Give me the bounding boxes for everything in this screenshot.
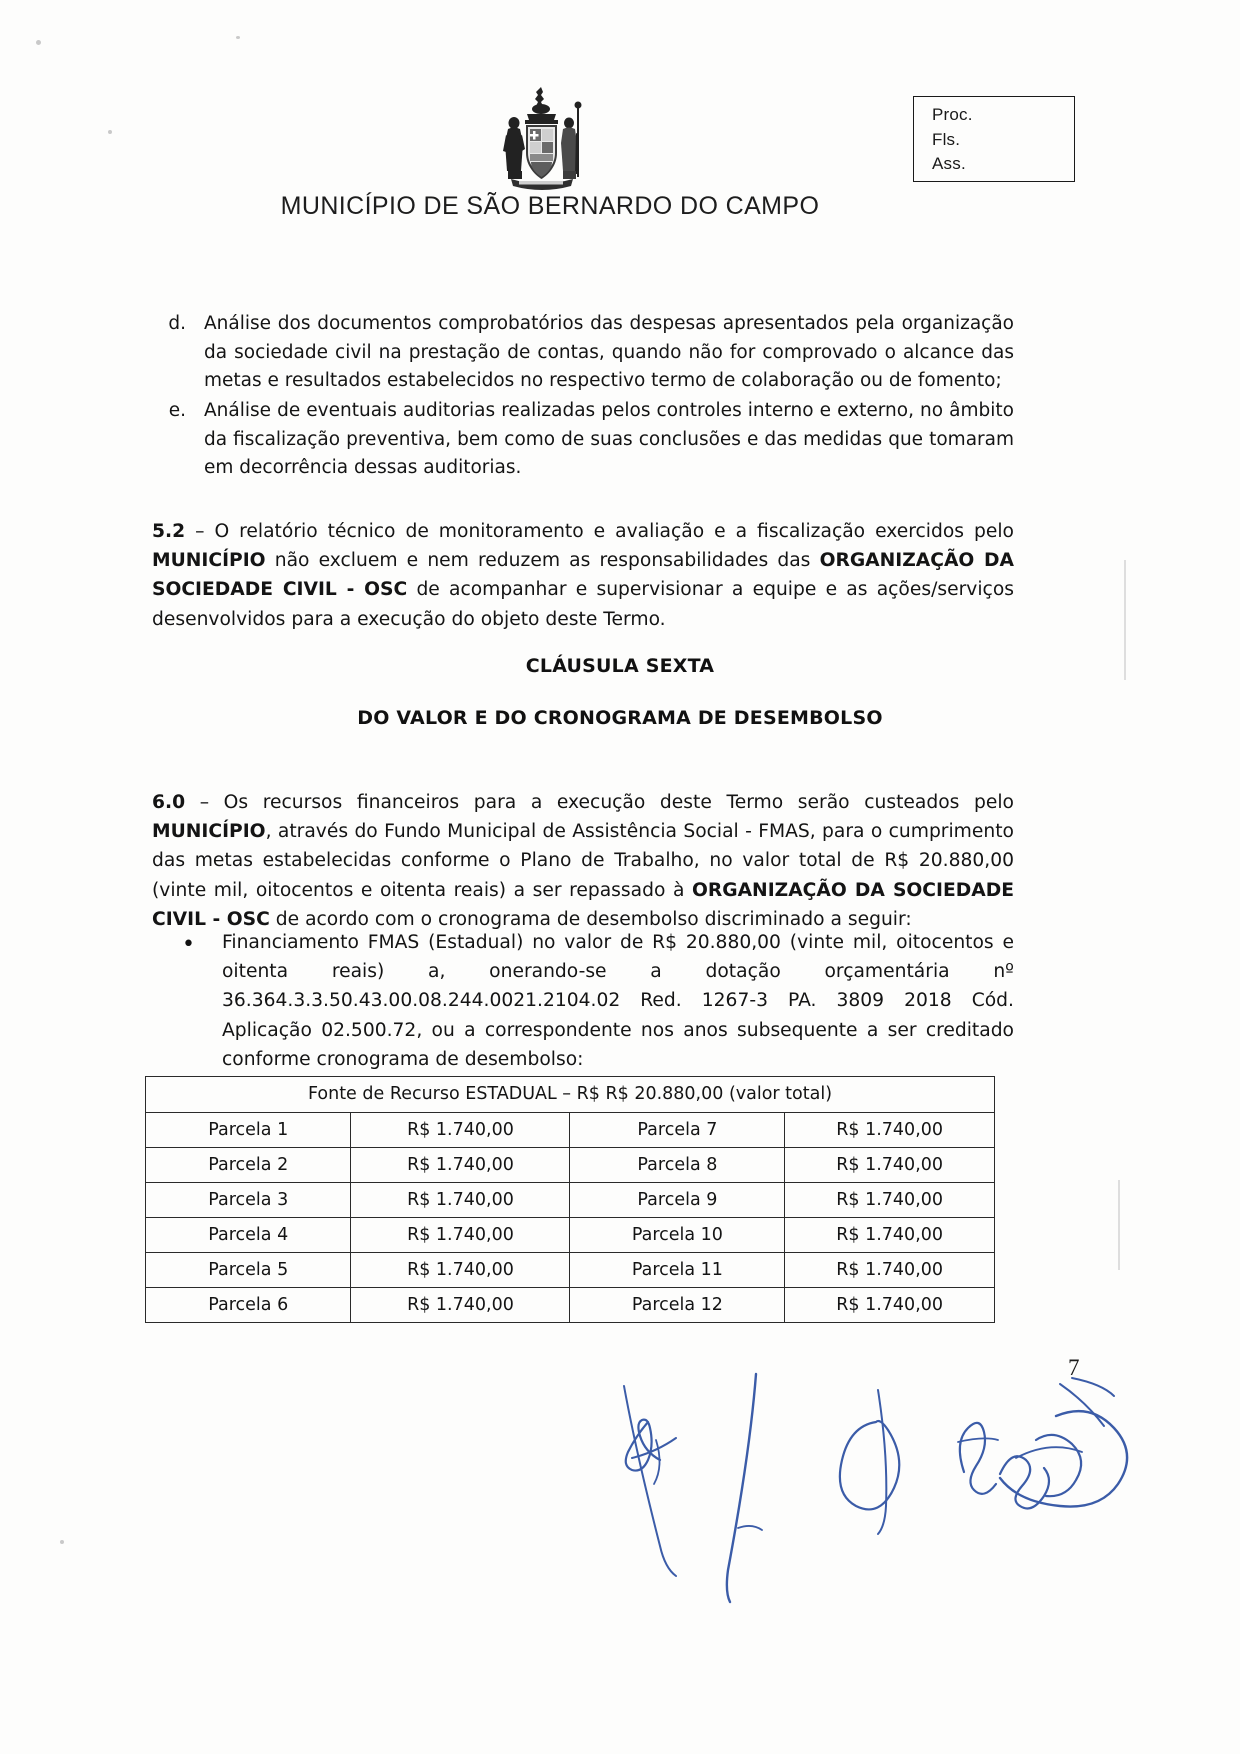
table-caption: Fonte de Recurso ESTADUAL – R$ R$ 20.880,00 (valor total) — [146, 1077, 995, 1113]
scan-speck — [36, 40, 41, 45]
clause-6-0-bold-municipio: MUNICÍPIO — [152, 821, 266, 843]
stamp-fls-label: Fls. — [932, 129, 961, 149]
installment-label: Parcela 9 — [570, 1183, 785, 1218]
list-item-marker: d. — [168, 313, 186, 334]
installments-table — [145, 1076, 995, 1323]
clause-5-2-number: 5.2 — [152, 521, 186, 543]
installment-value: R$ 1.740,00 — [351, 1218, 570, 1253]
clause-6-0-part2: , através do Fundo Municipal de Assistência Social - FMAS, para o cumprimento das metas estabelecidas conforme o Plano de Trabalho, no valor total de R$ 20.880,00 (vinte mil, oitocentos e oitenta reais) a ser repassado à — [152, 821, 1014, 901]
installment-label: Parcela 12 — [570, 1288, 785, 1323]
page-number: 7 — [1068, 1355, 1080, 1380]
scan-speck — [108, 130, 112, 134]
clause-6-0-number: 6.0 — [152, 792, 186, 813]
installment-value: R$ 1.740,00 — [785, 1183, 995, 1218]
table-row — [146, 1183, 995, 1218]
installment-value: R$ 1.740,00 — [351, 1253, 570, 1288]
table-row — [146, 1113, 995, 1148]
bullet-icon: • — [182, 932, 195, 957]
installment-label: Parcela 11 — [570, 1253, 785, 1288]
installment-label: Parcela 10 — [570, 1218, 785, 1253]
installment-label: Parcela 1 — [146, 1113, 351, 1148]
coat-of-arms-icon — [497, 85, 587, 190]
installment-label: Parcela 7 — [570, 1113, 785, 1148]
installment-label: Parcela 4 — [146, 1218, 351, 1253]
clause-5-2-bold-osc: ORGANIZAÇÃO DA SOCIEDADE CIVIL - OSC — [152, 550, 1015, 601]
table-row — [146, 1288, 995, 1323]
installment-label: Parcela 5 — [146, 1253, 351, 1288]
clause-5-2-part2: não excluem e nem reduzem as responsabilidades das — [265, 550, 820, 572]
installment-label: Parcela 8 — [570, 1148, 785, 1183]
stamp-box — [913, 96, 1075, 182]
installment-value: R$ 1.740,00 — [351, 1183, 570, 1218]
installment-label: Parcela 3 — [146, 1183, 351, 1218]
installment-label: Parcela 2 — [146, 1148, 351, 1183]
clause-5-2-bold-municipio: MUNICÍPIO — [152, 550, 266, 572]
table-row — [146, 1253, 995, 1288]
installment-value: R$ 1.740,00 — [785, 1148, 995, 1183]
list-item — [152, 310, 1014, 396]
clause-5-2 — [152, 517, 1014, 634]
table-row — [146, 1218, 995, 1253]
clause-6-0-part1: – Os recursos financeiros para a execução deste Termo serão custeados pelo — [185, 792, 1014, 813]
heading-clausula-sexta: CLÁUSULA SEXTA — [525, 655, 715, 677]
scan-edge-mark — [1124, 560, 1126, 680]
installment-value: R$ 1.740,00 — [785, 1253, 995, 1288]
funding-bullet-text: Financiamento FMAS (Estadual) no valor de R$ 20.880,00 (vinte mil, oitocentos e oitenta reais) a, onerando-se a dotação orçamentária nº 36.364.3.3.50.43.00.08.244.0021.2104.02 Red. 1267-3 PA. 3809 2018 Cód. Aplicação 02.500.72, ou a correspondente nos anos subsequente a ser creditado conforme cronograma de desembolso: — [222, 932, 1014, 1070]
clause-5-2-part1: – O relatório técnico de monitoramento e avaliação e a fiscalização exercidos pelo — [185, 521, 1014, 543]
table-caption-row — [146, 1077, 995, 1113]
installment-value: R$ 1.740,00 — [351, 1288, 570, 1323]
body-content — [152, 310, 1014, 634]
organization-title: MUNICÍPIO DE SÃO BERNARDO DO CAMPO — [280, 192, 820, 220]
lettered-list — [152, 310, 1014, 483]
clause-5-2-part3: de acompanhar e supervisionar a equipe e as ações/serviços desenvolvidos para a execução do objeto deste Termo. — [152, 579, 1014, 630]
installment-value: R$ 1.740,00 — [785, 1113, 995, 1148]
scan-speck — [236, 36, 240, 39]
scan-speck — [60, 1540, 64, 1544]
scan-edge-mark — [1118, 1180, 1120, 1270]
installments-table-wrapper — [145, 1076, 995, 1323]
table-row — [146, 1148, 995, 1183]
list-item — [152, 397, 1014, 483]
stamp-ass-label: Ass. — [932, 154, 966, 174]
installment-label: Parcela 6 — [146, 1288, 351, 1323]
clause-6-0 — [152, 788, 1014, 934]
list-item — [178, 928, 1014, 1074]
clause-6-0-part3: de acordo com o cronograma de desembolso discriminado a seguir: — [269, 908, 912, 930]
installment-value: R$ 1.740,00 — [351, 1113, 570, 1148]
installment-value: R$ 1.740,00 — [785, 1218, 995, 1253]
stamp-proc-label: Proc. — [932, 105, 973, 124]
installment-value: R$ 1.740,00 — [785, 1288, 995, 1323]
list-item-text: Análise de eventuais auditorias realizadas pelos controles interno e externo, no âmbito da fiscalização preventiva, bem como de suas conclusões e das medidas que tomaram em decorrência dessas auditorias. — [204, 400, 1014, 479]
funding-bullet-block — [178, 928, 1014, 1074]
list-item-marker: e. — [168, 400, 186, 422]
list-item-text: Análise dos documentos comprobatórios das despesas apresentados pela organização da sociedade civil na prestação de contas, quando não for comprovado o alcance das metas e resultados estabelecidos no respectivo termo de colaboração ou de fomento; — [204, 313, 1014, 392]
clause-6-0-bold-osc: ORGANIZAÇÃO DA SOCIEDADE CIVIL - OSC — [152, 879, 1014, 930]
installment-value: R$ 1.740,00 — [351, 1148, 570, 1183]
heading-subject: DO VALOR E DO CRONOGRAMA DE DESEMBOLSO — [357, 707, 883, 729]
